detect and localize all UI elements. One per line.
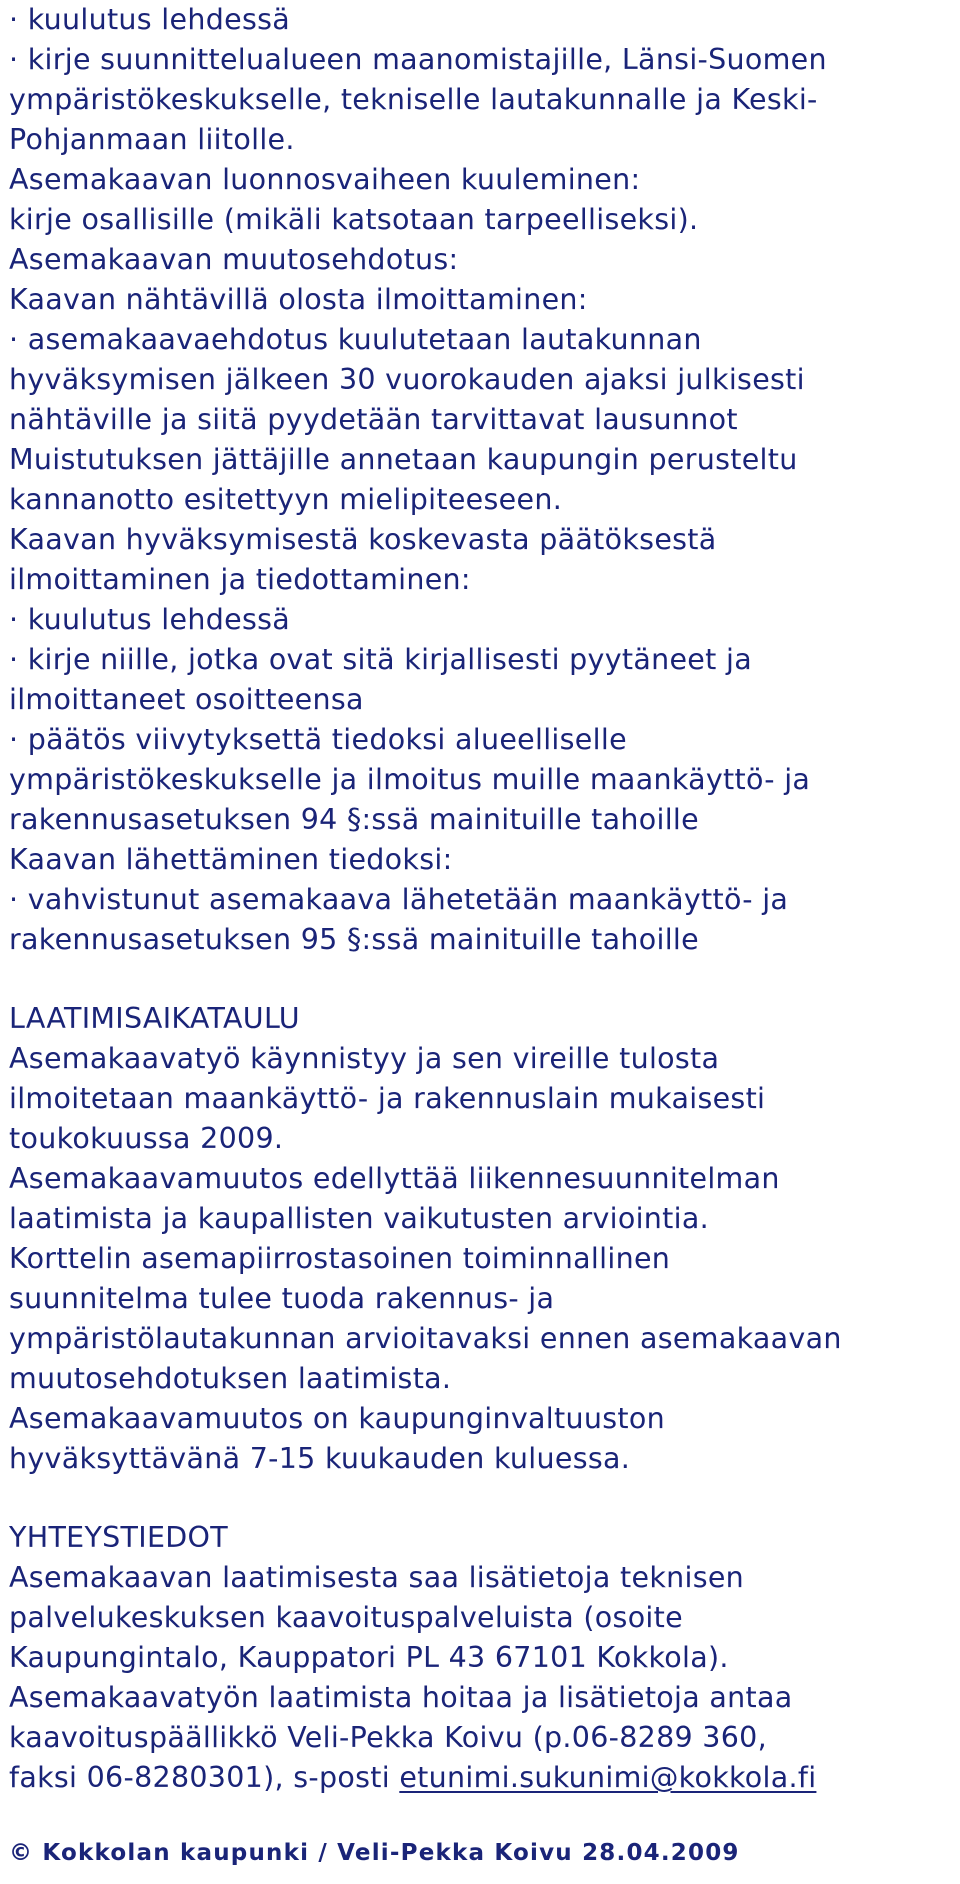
text-line: · kuulutus lehdessä [9, 603, 291, 636]
schedule-heading: LAATIMISAIKATAULU [9, 1002, 300, 1035]
text-line: Asemakaavatyö käynnistyy ja sen vireille tulosta [9, 1042, 720, 1075]
procedure-section [9, 0, 954, 960]
text-line: kannanotto esitettyyn mielipiteeseen. [9, 483, 563, 516]
text-line: ympäristölautakunnan arvioitavaksi ennen asemakaavan [9, 1322, 842, 1355]
text-line: laatimista ja kaupallisten vaikutusten arviointia. [9, 1202, 709, 1235]
text-line: suunnitelma tulee tuoda rakennus- ja [9, 1282, 555, 1315]
text-line: Asemakaavatyön laatimista hoitaa ja lisätietoja antaa [9, 1681, 793, 1714]
text-line: · päätös viivytyksettä tiedoksi alueelliselle [9, 723, 627, 756]
text-line: rakennusasetuksen 95 §:ssä mainituille tahoille [9, 923, 699, 956]
text-line: Korttelin asemapiirrostasoinen toiminnallinen [9, 1242, 671, 1275]
text-line: Muistutuksen jättäjille annetaan kaupungin perusteltu [9, 443, 798, 476]
text-line: toukokuussa 2009. [9, 1122, 284, 1155]
text-line: Asemakaavan laatimisesta saa lisätietoja teknisen [9, 1561, 745, 1594]
fax-text: faksi 06-8280301), s-posti [9, 1761, 400, 1794]
text-line: Asemakaavamuutos on kaupunginvaltuuston [9, 1402, 665, 1435]
section-gap [9, 960, 954, 999]
text-line: kirje osallisille (mikäli katsotaan tarpeelliseksi). [9, 203, 699, 236]
text-line: Asemakaavan luonnosvaiheen kuuleminen: [9, 163, 641, 196]
text-line: · vahvistunut asemakaava lähetetään maankäyttö- ja [9, 883, 789, 916]
text-line: ilmoitetaan maankäyttö- ja rakennuslain mukaisesti [9, 1082, 766, 1115]
text-line: ilmoittaminen ja tiedottaminen: [9, 563, 471, 596]
email-link[interactable]: etunimi.sukunimi@kokkola.fi [399, 1761, 817, 1794]
contact-section [9, 1518, 954, 1798]
text-line: · asemakaavaehdotus kuulutetaan lautakunnan [9, 323, 702, 356]
text-line: hyväksyttävänä 7-15 kuukauden kuluessa. [9, 1442, 631, 1475]
schedule-section [9, 999, 954, 1479]
contact-heading: YHTEYSTIEDOT [9, 1521, 228, 1554]
footer-copyright: © Kokkolan kaupunki / Veli-Pekka Koivu 28.04.2009 [9, 1840, 740, 1866]
text-line: Pohjanmaan liitolle. [9, 123, 295, 156]
text-line: ympäristökeskukselle ja ilmoitus muille maankäyttö- ja [9, 763, 811, 796]
contact-last-line [9, 1758, 954, 1798]
text-line: Kaavan nähtävillä olosta ilmoittaminen: [9, 283, 588, 316]
text-line: Kaavan hyväksymisestä koskevasta päätöksestä [9, 523, 717, 556]
text-line: nähtäville ja siitä pyydetään tarvittavat lausunnot [9, 403, 738, 436]
text-line: ilmoittaneet osoitteensa [9, 683, 364, 716]
section-gap [9, 1479, 954, 1518]
text-line: Kaavan lähettäminen tiedoksi: [9, 843, 453, 876]
text-line: Kaupungintalo, Kauppatori PL 43 67101 Kokkola). [9, 1641, 729, 1674]
text-line: Asemakaavan muutosehdotus: [9, 243, 459, 276]
text-line: · kuulutus lehdessä [9, 3, 291, 36]
text-line: rakennusasetuksen 94 §:ssä mainituille tahoille [9, 803, 699, 836]
text-line: hyväksymisen jälkeen 30 vuorokauden ajaksi julkisesti [9, 363, 805, 396]
text-line: · kirje niille, jotka ovat sitä kirjallisesti pyytäneet ja [9, 643, 752, 676]
text-line: palvelukeskuksen kaavoituspalveluista (osoite [9, 1601, 683, 1634]
text-line: · kirje suunnittelualueen maanomistajille, Länsi-Suomen [9, 43, 827, 76]
text-line: Asemakaavamuutos edellyttää liikennesuunnitelman [9, 1162, 780, 1195]
text-line: muutosehdotuksen laatimista. [9, 1362, 452, 1395]
document-page [9, 0, 954, 1798]
text-line: ympäristökeskukselle, tekniselle lautakunnalle ja Keski- [9, 83, 818, 116]
text-line: kaavoituspäällikkö Veli-Pekka Koivu (p.06-8289 360, [9, 1721, 767, 1754]
